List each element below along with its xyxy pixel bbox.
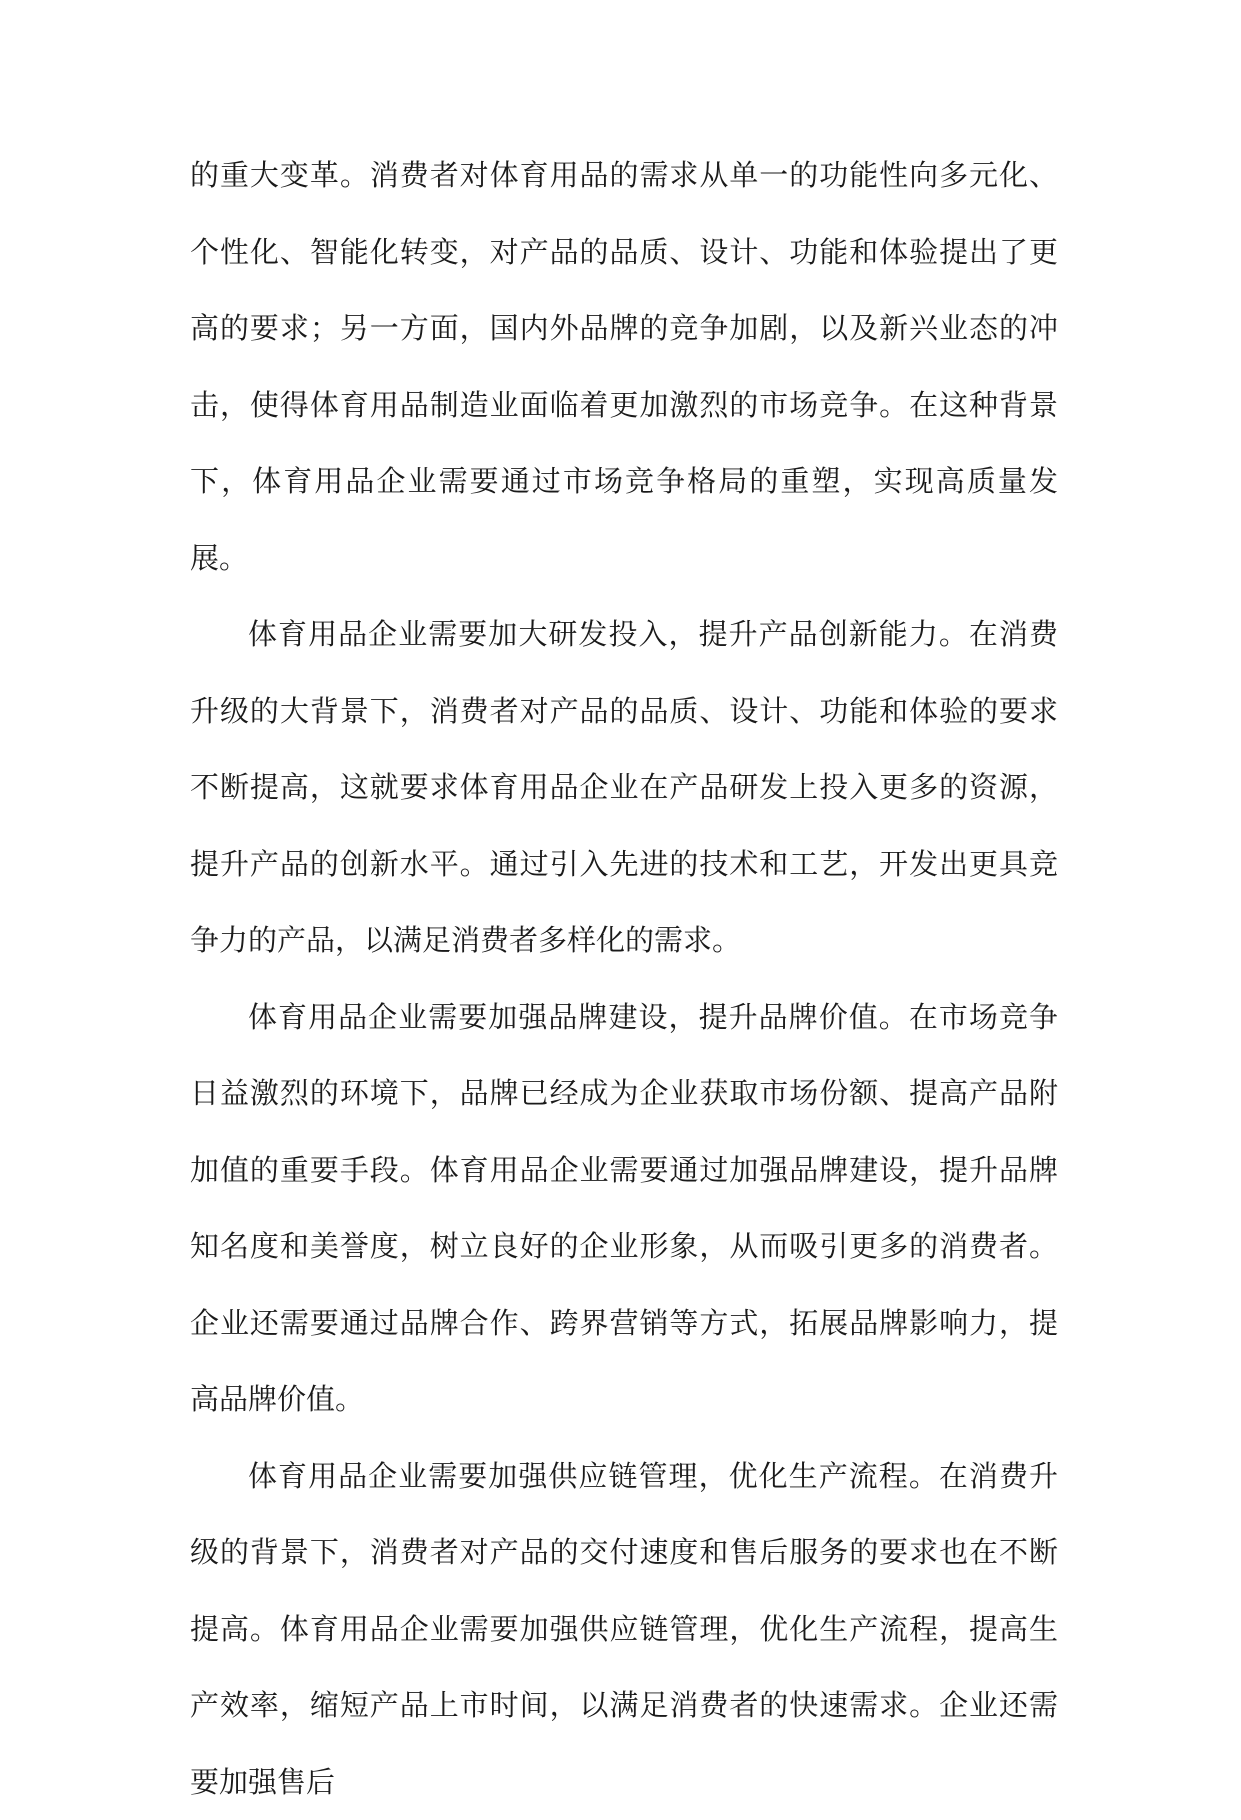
paragraph-supply-chain: 体育用品企业需要加强供应链管理，优化生产流程。在消费升级的背景下，消费者对产品的交付速度和售后服务的要求也在不断提高。体育用品企业需要加强供应链管理，优化生产流程，提高生产效率，缩短产品上市时间，以满足消费者的快速需求。企业还需要加强售后 [190,1438,1058,1820]
paragraph-brand-building: 体育用品企业需要加强品牌建设，提升品牌价值。在市场竞争日益激烈的环境下，品牌已经成为企业获取市场份额、提高产品附加值的重要手段。体育用品企业需要通过加强品牌建设，提升品牌知名度和美誉度，树立良好的企业形象，从而吸引更多的消费者。企业还需要通过品牌合作、跨界营销等方式，拓展品牌影响力，提高品牌价值。 [190,979,1058,1438]
document-body [190,137,1058,1820]
paragraph-continuation: 的重大变革。消费者对体育用品的需求从单一的功能性向多元化、个性化、智能化转变，对产品的品质、设计、功能和体验提出了更高的要求；另一方面，国内外品牌的竞争加剧，以及新兴业态的冲击，使得体育用品制造业面临着更加激烈的市场竞争。在这种背景下，体育用品企业需要通过市场竞争格局的重塑，实现高质量发展。 [190,137,1058,596]
paragraph-rnd-investment: 体育用品企业需要加大研发投入，提升产品创新能力。在消费升级的大背景下，消费者对产品的品质、设计、功能和体验的要求不断提高，这就要求体育用品企业在产品研发上投入更多的资源，提升产品的创新水平。通过引入先进的技术和工艺，开发出更具竞争力的产品，以满足消费者多样化的需求。 [190,596,1058,979]
